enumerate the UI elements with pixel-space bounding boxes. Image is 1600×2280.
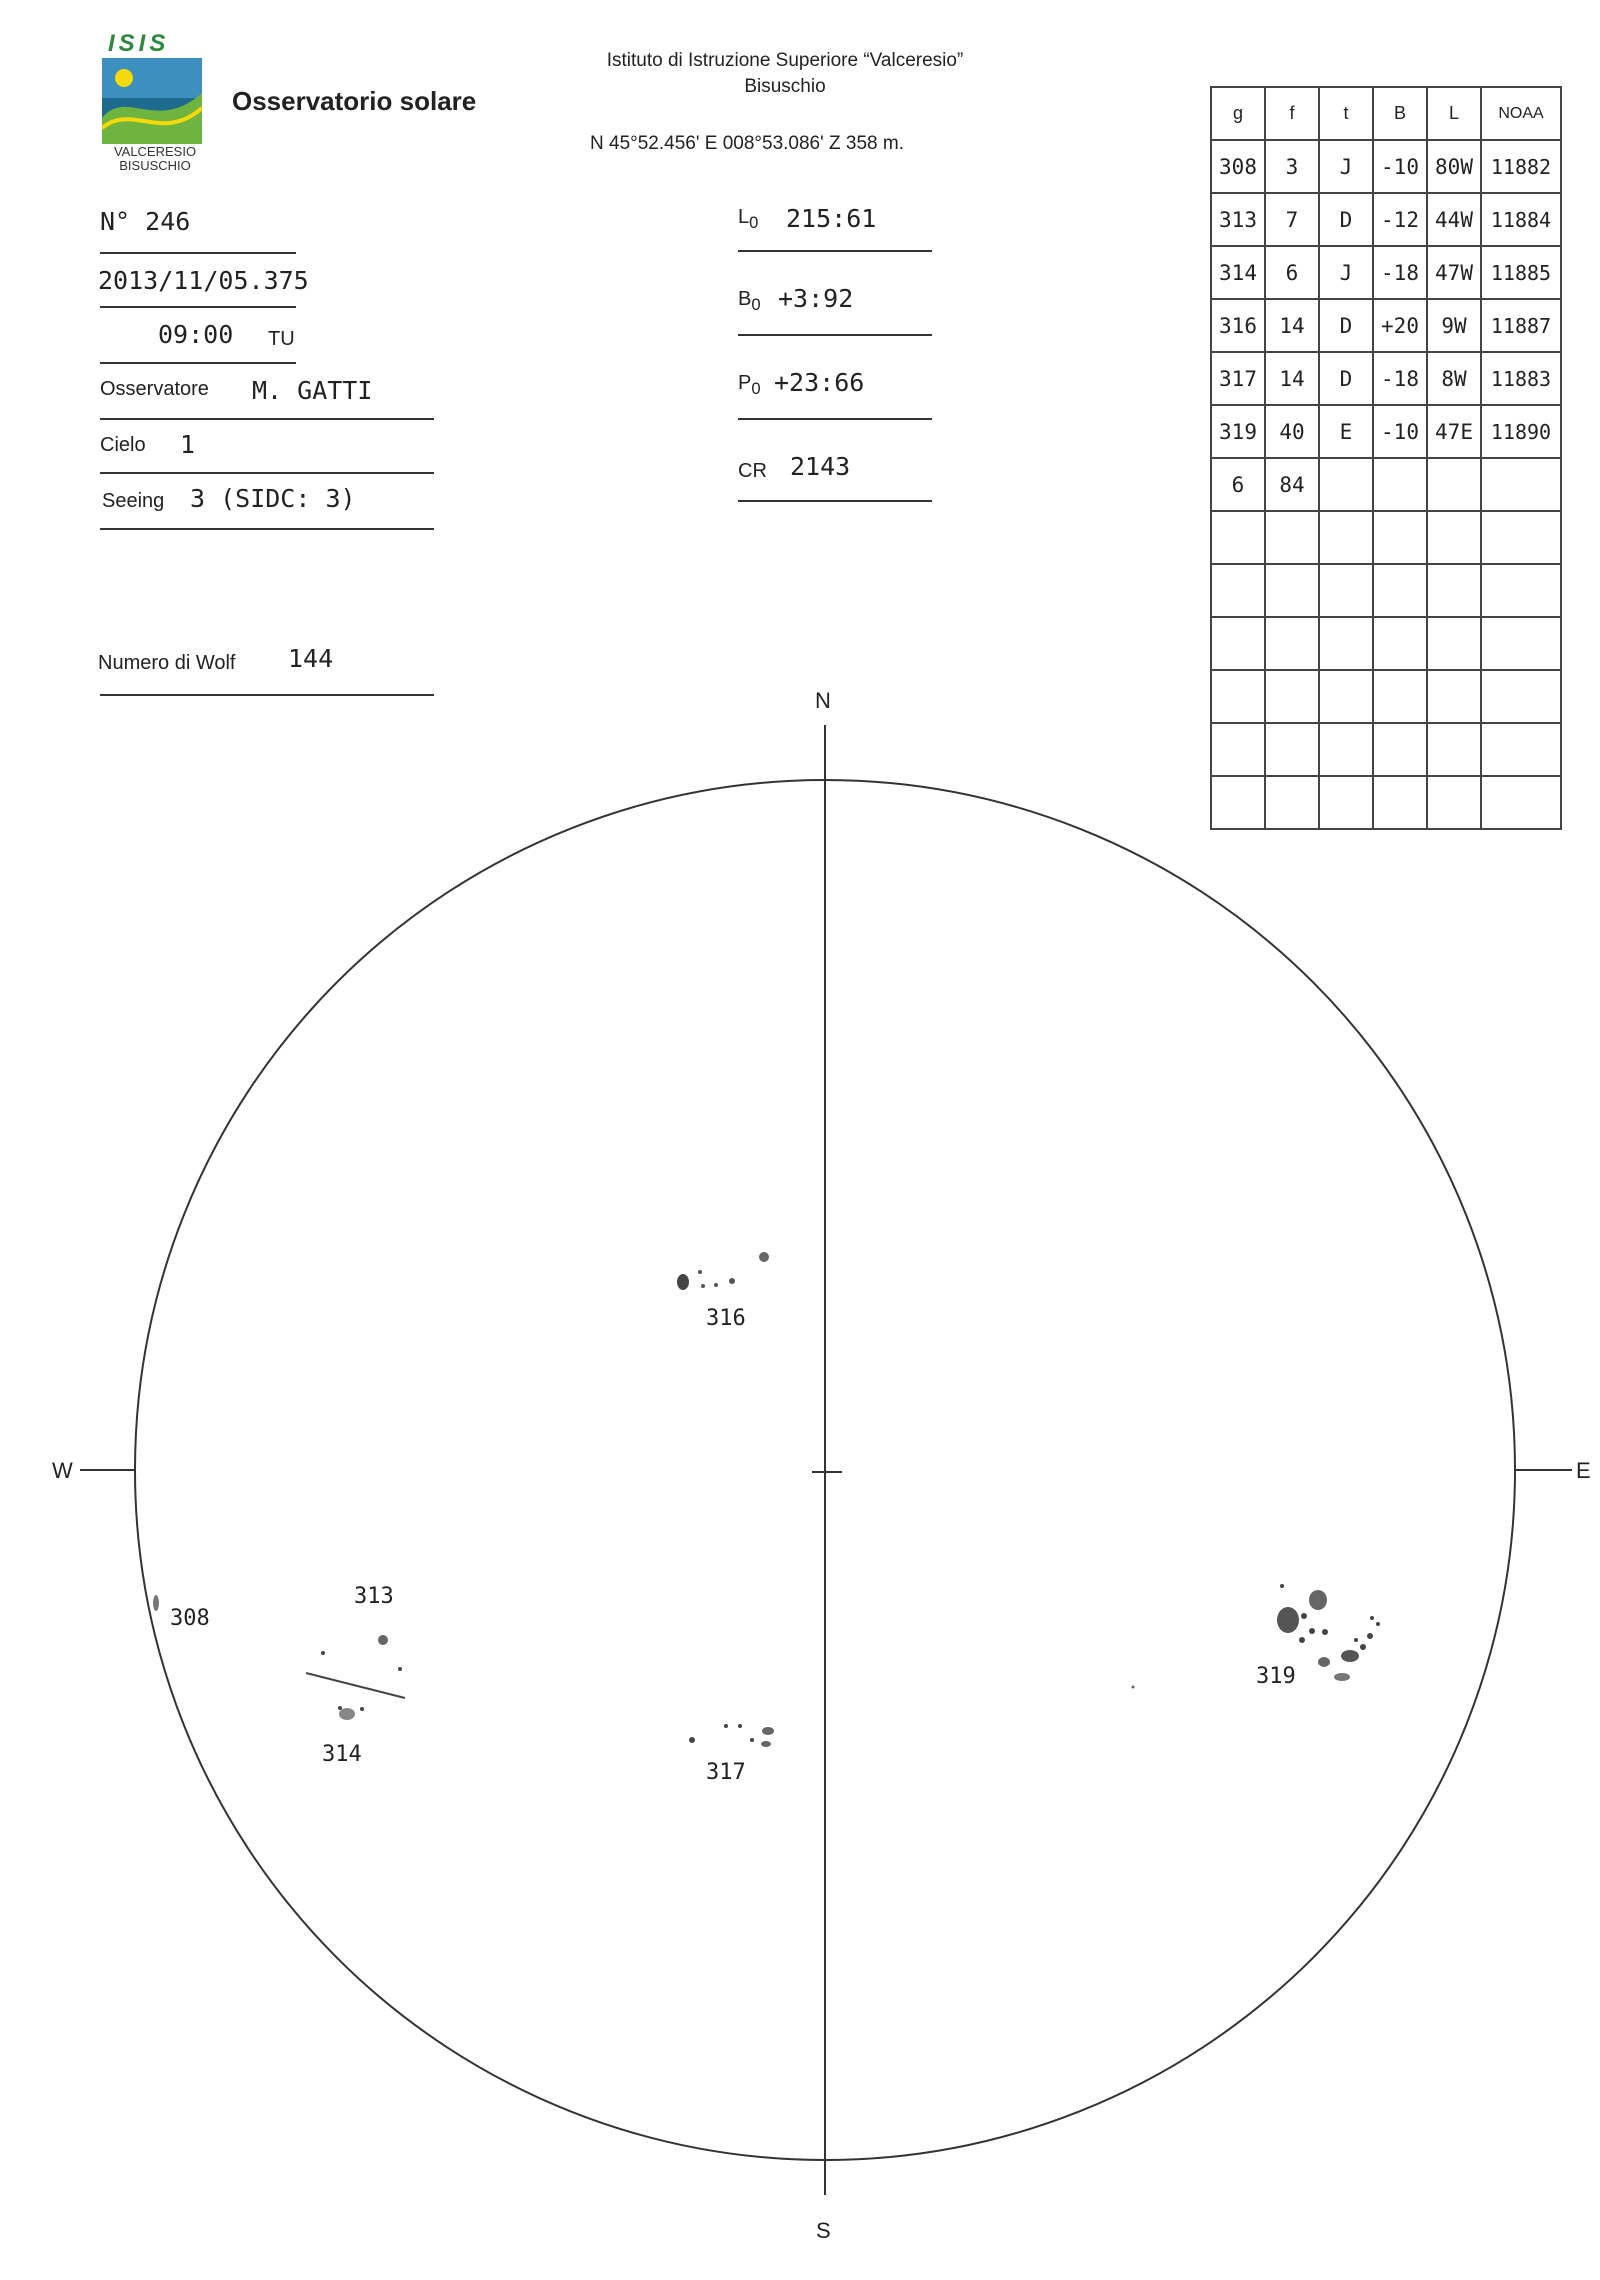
- b0-label-main: B: [738, 288, 752, 310]
- table-cell: 11884: [1481, 193, 1561, 246]
- table-cell: J: [1319, 246, 1373, 299]
- sunspot-group-314: [338, 1706, 364, 1720]
- direction-north: N: [815, 688, 831, 713]
- record-number: N° 246: [100, 207, 191, 236]
- table-cell: 40: [1265, 405, 1319, 458]
- table-cell: D: [1319, 352, 1373, 405]
- table-cell: 9W: [1427, 299, 1481, 352]
- table-header-l: L: [1427, 87, 1481, 140]
- table-cell: -10: [1373, 405, 1427, 458]
- logo-org-line2: BISUSCHIO: [119, 158, 191, 173]
- record-date: 2013/11/05.375: [98, 266, 309, 295]
- seeing-value: 3 (SIDC: 3): [190, 484, 356, 513]
- table-cell: 14: [1265, 299, 1319, 352]
- p0-value: +23:66: [774, 368, 865, 397]
- sky-label: Cielo: [100, 434, 146, 456]
- table-cell: E: [1319, 405, 1373, 458]
- table-header-g: g: [1211, 87, 1265, 140]
- table-cell: 11885: [1481, 246, 1561, 299]
- table-cell: 44W: [1427, 193, 1481, 246]
- direction-east: E: [1576, 1458, 1591, 1483]
- table-header-b: B: [1373, 87, 1427, 140]
- b0-label-sub: 0: [751, 295, 761, 314]
- record-time: 09:00: [158, 320, 234, 349]
- cr-label: CR: [738, 460, 767, 482]
- table-cell: 84: [1265, 458, 1319, 511]
- l0-label-sub: 0: [749, 213, 759, 232]
- seeing-label: Seeing: [102, 490, 165, 512]
- logo-org-line1: VALCERESIO: [113, 144, 197, 159]
- table-header-noaa: NOAA: [1481, 87, 1561, 140]
- p0-label-main: P: [738, 372, 752, 394]
- table-cell: 316: [1211, 299, 1265, 352]
- observer-label: Osservatore: [100, 378, 209, 400]
- sunspot-group-317: [689, 1724, 774, 1747]
- sunspot-group-308: [153, 1595, 159, 1611]
- table-cell: -18: [1373, 352, 1427, 405]
- group-label-314: 314: [322, 1742, 362, 1767]
- table-cell: D: [1319, 193, 1373, 246]
- group-label-313: 313: [354, 1584, 394, 1609]
- table-cell: 308: [1211, 140, 1265, 193]
- institute-line1: Istituto di Istruzione Superiore “Valceresio”: [606, 50, 964, 71]
- table-cell: 80W: [1427, 140, 1481, 193]
- table-cell: 11887: [1481, 299, 1561, 352]
- table-cell: 11882: [1481, 140, 1561, 193]
- table-cell: +20: [1373, 299, 1427, 352]
- sunspot-group-313: [321, 1635, 402, 1671]
- cr-value: 2143: [790, 452, 851, 481]
- group-label-316: 316: [706, 1306, 746, 1331]
- table-cell: -12: [1373, 193, 1427, 246]
- table-cell: 11883: [1481, 352, 1561, 405]
- table-header-t: t: [1319, 87, 1373, 140]
- table-cell: J: [1319, 140, 1373, 193]
- table-cell: 14: [1265, 352, 1319, 405]
- group-label-317: 317: [706, 1760, 746, 1785]
- table-cell: -10: [1373, 140, 1427, 193]
- p0-label-sub: 0: [751, 379, 761, 398]
- group-label-319: 319: [1256, 1664, 1296, 1689]
- observatory-title: Osservatorio solare: [232, 86, 477, 116]
- table-cell: 6: [1265, 246, 1319, 299]
- table-cell: 47W: [1427, 246, 1481, 299]
- observer-name: M. GATTI: [252, 376, 373, 405]
- table-cell: 7: [1265, 193, 1319, 246]
- speck: [1132, 1686, 1135, 1689]
- direction-west: W: [52, 1458, 73, 1483]
- l0-value: 215:61: [786, 204, 877, 233]
- logo-text: ISIS: [108, 30, 170, 57]
- wolf-label: Numero di Wolf: [98, 652, 236, 674]
- wolf-value: 144: [288, 644, 334, 673]
- sunspot-group-316: [677, 1252, 769, 1290]
- sky-value: 1: [180, 430, 196, 459]
- table-cell: 314: [1211, 246, 1265, 299]
- observatory-coordinates: N 45°52.456' E 008°53.086' Z 358 m.: [590, 133, 904, 154]
- group-separator-line: [306, 1673, 405, 1698]
- table-cell: D: [1319, 299, 1373, 352]
- table-cell: 3: [1265, 140, 1319, 193]
- table-cell: 317: [1211, 352, 1265, 405]
- institute-line2: Bisuschio: [744, 76, 826, 97]
- table-cell: 11890: [1481, 405, 1561, 458]
- table-cell: 313: [1211, 193, 1265, 246]
- table-cell: 319: [1211, 405, 1265, 458]
- group-label-308: 308: [170, 1606, 210, 1631]
- table-cell: 47E: [1427, 405, 1481, 458]
- l0-label-main: L: [738, 206, 750, 228]
- record-time-unit: TU: [268, 328, 295, 350]
- table-header-f: f: [1265, 87, 1319, 140]
- direction-south: S: [816, 2218, 831, 2243]
- table-cell: 6: [1211, 458, 1265, 511]
- table-cell: 8W: [1427, 352, 1481, 405]
- b0-value: +3:92: [778, 284, 854, 313]
- table-cell: -18: [1373, 246, 1427, 299]
